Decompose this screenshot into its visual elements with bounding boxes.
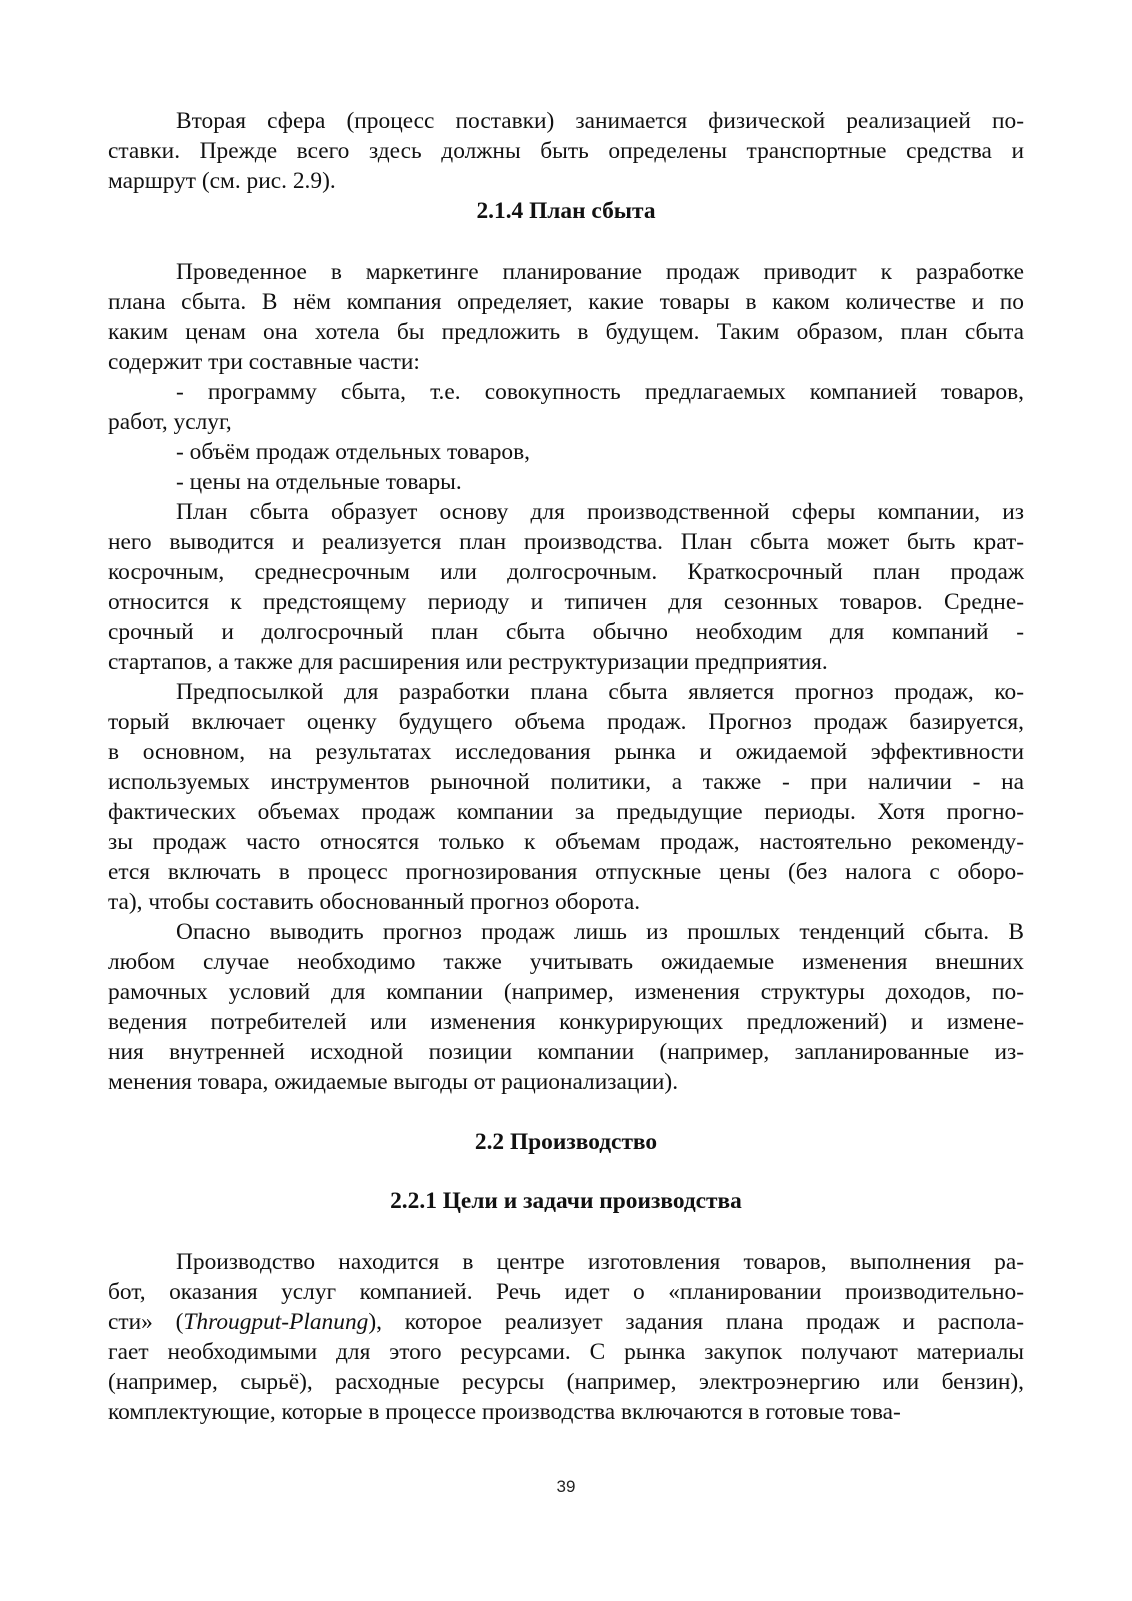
paragraph-line: плана сбыта. В нём компания определяет, какие товары в каком количестве и по xyxy=(108,289,1024,315)
paragraph-line: (например, сырьё), расходные ресурсы (например, электроэнергию или бензин), xyxy=(108,1369,1024,1395)
paragraph-line: косрочным, среднесрочным или долгосрочным. Краткосрочный план продаж xyxy=(108,559,1024,585)
paragraph-line: используемых инструментов рыночной политики, а также - при наличии - на xyxy=(108,769,1024,795)
paragraph-line: та), чтобы составить обоснованный прогноз оборота. xyxy=(108,889,641,915)
paragraph-line: фактических объемах продаж компании за предыдущие периоды. Хотя прогно- xyxy=(108,799,1024,825)
paragraph-line: в основном, на результатах исследования рынка и ожидаемой эффективности xyxy=(108,739,1024,765)
paragraph-line: гает необходимыми для этого ресурсами. С рынка закупок получают материалы xyxy=(108,1339,1024,1365)
section-heading: 2.2 Производство xyxy=(474,1129,658,1155)
paragraph-line: - программу сбыта, т.е. совокупность предлагаемых компанией товаров, xyxy=(176,379,1024,405)
paragraph-line: зы продаж часто относятся только к объемам продаж, настоятельно рекоменду- xyxy=(108,829,1024,855)
paragraph-line: Вторая сфера (процесс поставки) занимается физической реализацией по- xyxy=(176,108,1024,134)
paragraph-line: комплектующие, которые в процессе производства включаются в готовые това- xyxy=(108,1399,901,1425)
paragraph-line: ведения потребителей или изменения конкурирующих предложений) и измене- xyxy=(108,1009,1024,1035)
paragraph-line: Проведенное в маркетинге планирование продаж приводит к разработке xyxy=(176,259,1024,285)
paragraph-line: маршрут (см. рис. 2.9). xyxy=(108,168,336,194)
paragraph-line: ется включать в процесс прогнозирования отпускные цены (без налога с оборо- xyxy=(108,859,1024,885)
paragraph-line: бот, оказания услуг компанией. Речь идет о «планировании производительно- xyxy=(108,1279,1024,1305)
paragraph-line: содержит три составные части: xyxy=(108,349,420,375)
paragraph-line: Опасно выводить прогноз продаж лишь из прошлых тенденций сбыта. В xyxy=(176,919,1024,945)
paragraph-line: работ, услуг, xyxy=(108,409,232,435)
paragraph-line: Производство находится в центре изготовления товаров, выполнения ра- xyxy=(176,1249,1024,1275)
paragraph-line: относится к предстоящему периоду и типичен для сезонных товаров. Средне- xyxy=(108,589,1024,615)
paragraph-line: срочный и долгосрочный план сбыта обычно необходим для компаний - xyxy=(108,619,1024,645)
paragraph-line: торый включает оценку будущего объема продаж. Прогноз продаж базируется, xyxy=(108,709,1024,735)
paragraph-line: него выводится и реализуется план производства. План сбыта может быть крат- xyxy=(108,529,1024,555)
paragraph-line: ставки. Прежде всего здесь должны быть определены транспортные средства и xyxy=(108,138,1024,164)
section-heading: 2.2.1 Цели и задачи производства xyxy=(390,1188,742,1214)
paragraph-line: - цены на отдельные товары. xyxy=(176,469,462,495)
paragraph-line: рамочных условий для компании (например, изменения структуры доходов, по- xyxy=(108,979,1024,1005)
paragraph-line: любом случае необходимо также учитывать ожидаемые изменения внешних xyxy=(108,949,1024,975)
paragraph-line: - объём продаж отдельных товаров, xyxy=(176,439,531,465)
section-heading: 2.1.4 План сбыта xyxy=(476,198,656,224)
paragraph-line: ния внутренней исходной позиции компании (например, запланированные из- xyxy=(108,1039,1024,1065)
paragraph-line: План сбыта образует основу для производственной сферы компании, из xyxy=(176,499,1024,525)
paragraph-line: менения товара, ожидаемые выгоды от рационализации). xyxy=(108,1069,679,1095)
paragraph-line: сти» (Througput-Planung), которое реализует задания плана продаж и распола- xyxy=(108,1309,1024,1335)
paragraph-line: каким ценам она хотела бы предложить в будущем. Таким образом, план сбыта xyxy=(108,319,1024,345)
page-number: 39 xyxy=(556,1477,576,1496)
paragraph-line: Предпосылкой для разработки плана сбыта является прогноз продаж, ко- xyxy=(176,679,1024,705)
paragraph-line: стартапов, а также для расширения или реструктуризации предприятия. xyxy=(108,649,828,675)
